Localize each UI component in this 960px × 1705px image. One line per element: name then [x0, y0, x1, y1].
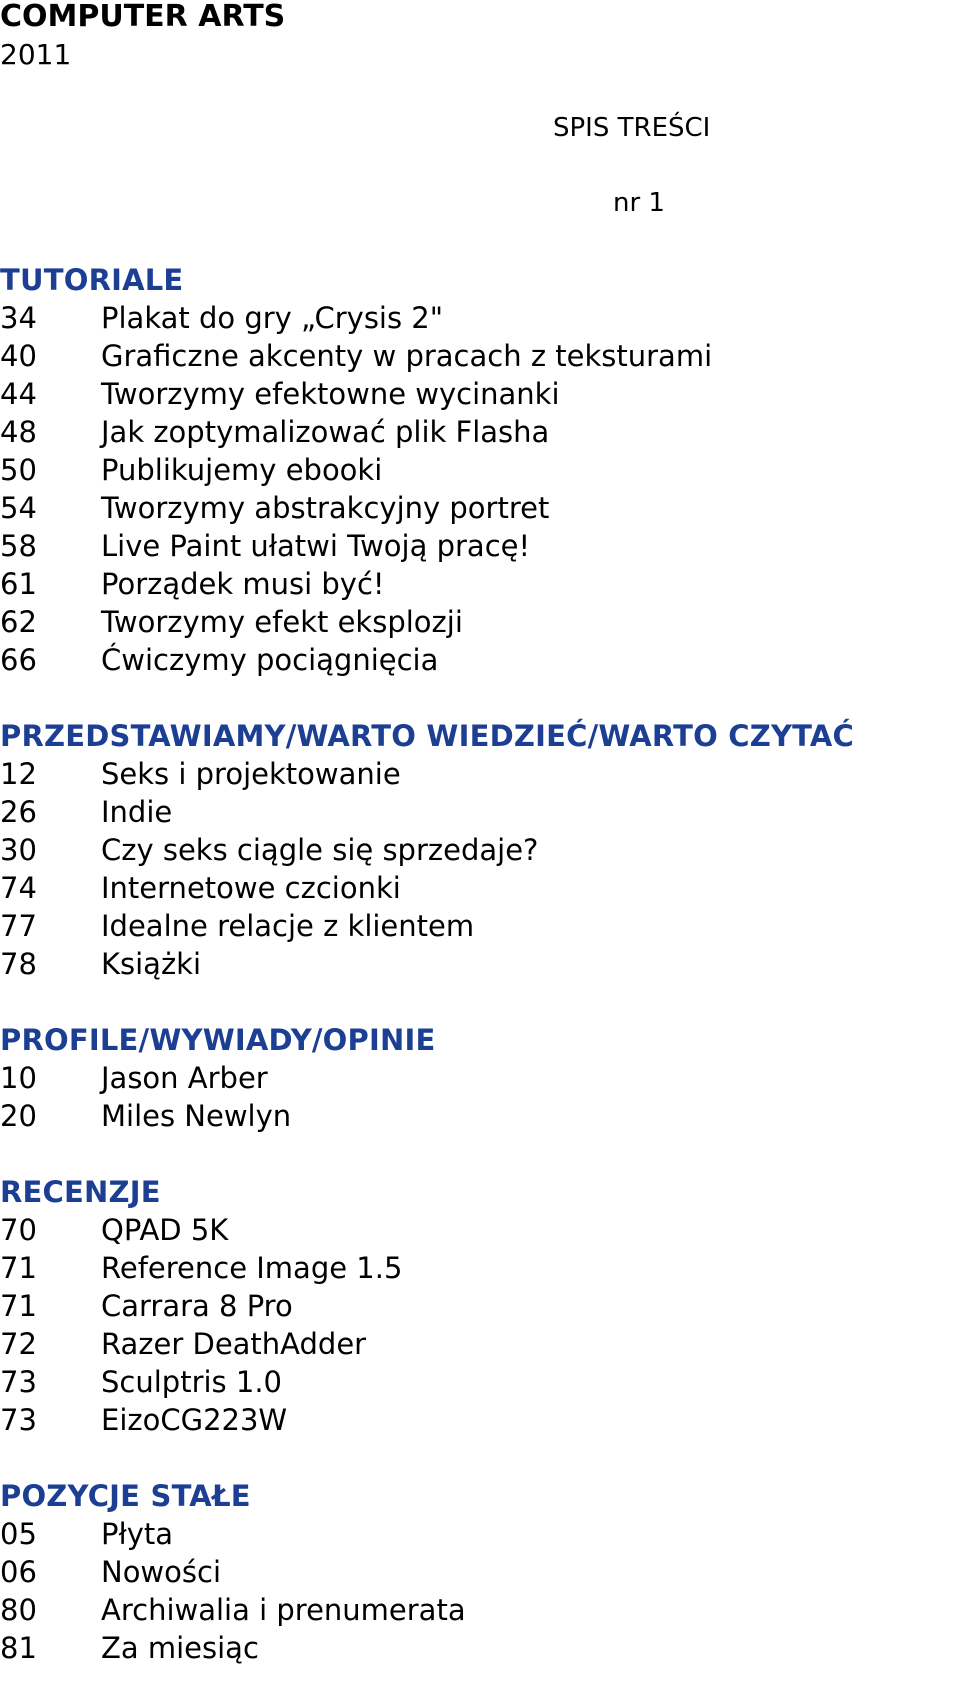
page-number: 61	[0, 567, 37, 601]
toc-entry	[0, 1515, 960, 1553]
toc-entry	[0, 793, 960, 831]
page-number: 73	[0, 1403, 37, 1437]
section-features	[0, 717, 960, 983]
article-title: Płyta	[101, 1517, 174, 1551]
section-profiles	[0, 1021, 960, 1135]
issue-year: 2011	[0, 38, 72, 71]
section-title: POZYCJE STAŁE	[0, 1479, 251, 1513]
article-title: Tworzymy efekt eksplozji	[101, 605, 463, 639]
toc-entry	[0, 1591, 960, 1629]
page-number: 77	[0, 909, 37, 943]
article-title: Ćwiczymy pociągnięcia	[101, 643, 439, 677]
article-title: Książki	[101, 947, 202, 981]
article-title: QPAD 5K	[101, 1213, 229, 1247]
page-number: 30	[0, 833, 37, 867]
issue-number: nr 1	[613, 188, 665, 218]
article-title: Jason Arber	[101, 1061, 268, 1095]
page-number: 26	[0, 795, 37, 829]
article-title: Graficzne akcenty w pracach z teksturami	[101, 339, 713, 373]
toc-entry	[0, 299, 960, 337]
toc-entry	[0, 755, 960, 793]
section-reviews	[0, 1173, 960, 1439]
page-number: 54	[0, 491, 37, 525]
toc-entry	[0, 413, 960, 451]
article-title: Carrara 8 Pro	[101, 1289, 293, 1323]
page-number: 05	[0, 1517, 37, 1551]
toc-entry	[0, 1059, 960, 1097]
section-title: TUTORIALE	[0, 263, 184, 297]
article-title: Live Paint ułatwi Twoją pracę!	[101, 529, 531, 563]
article-title: Plakat do gry „Crysis 2"	[101, 301, 444, 335]
page-number: 48	[0, 415, 37, 449]
page-number: 66	[0, 643, 37, 677]
article-title: Jak zoptymalizować plik Flasha	[101, 415, 550, 449]
page-number: 74	[0, 871, 37, 905]
page-number: 70	[0, 1213, 37, 1247]
article-title: Czy seks ciągle się sprzedaje?	[101, 833, 539, 867]
toc-entry	[0, 565, 960, 603]
article-title: Publikujemy ebooki	[101, 453, 383, 487]
toc-entry	[0, 603, 960, 641]
toc-entry	[0, 1401, 960, 1439]
article-title: Sculptris 1.0	[101, 1365, 282, 1399]
toc-entry	[0, 1629, 960, 1667]
page-number: 81	[0, 1631, 37, 1665]
toc-entry	[0, 641, 960, 679]
page-number: 71	[0, 1251, 37, 1285]
article-title: Tworzymy abstrakcyjny portret	[101, 491, 550, 525]
article-title: Seks i projektowanie	[101, 757, 401, 791]
toc-entry	[0, 907, 960, 945]
page-number: 80	[0, 1593, 37, 1627]
article-title: Internetowe czcionki	[101, 871, 401, 905]
toc-entry	[0, 1553, 960, 1591]
toc-entry	[0, 1325, 960, 1363]
page-number: 73	[0, 1365, 37, 1399]
page-number: 06	[0, 1555, 37, 1589]
page-number: 50	[0, 453, 37, 487]
article-title: Razer DeathAdder	[101, 1327, 367, 1361]
page-number: 58	[0, 529, 37, 563]
toc-entry	[0, 337, 960, 375]
table-of-contents	[0, 261, 960, 1705]
toc-entry	[0, 945, 960, 983]
toc-entry	[0, 869, 960, 907]
article-title: Idealne relacje z klientem	[101, 909, 475, 943]
toc-entry	[0, 451, 960, 489]
section-title: RECENZJE	[0, 1175, 161, 1209]
article-title: Miles Newlyn	[101, 1099, 292, 1133]
article-title: EizoCG223W	[101, 1403, 288, 1437]
toc-entry	[0, 831, 960, 869]
toc-entry	[0, 1211, 960, 1249]
section-title: PROFILE/WYWIADY/OPINIE	[0, 1023, 436, 1057]
page-number: 71	[0, 1289, 37, 1323]
article-title: Za miesiąc	[101, 1631, 259, 1665]
page-number: 78	[0, 947, 37, 981]
article-title: Archiwalia i prenumerata	[101, 1593, 466, 1627]
toc-entry	[0, 1363, 960, 1401]
toc-entry	[0, 527, 960, 565]
section-title: PRZEDSTAWIAMY/WARTO WIEDZIEĆ/WARTO CZYTAĆ	[0, 719, 855, 753]
page-number: 20	[0, 1099, 37, 1133]
toc-entry	[0, 1287, 960, 1325]
toc-entry	[0, 1249, 960, 1287]
article-title: Indie	[101, 795, 173, 829]
toc-entry	[0, 375, 960, 413]
toc-entry	[0, 489, 960, 527]
page-number: 62	[0, 605, 37, 639]
page-number: 34	[0, 301, 37, 335]
section-tutorials	[0, 261, 960, 679]
toc-entry	[0, 1097, 960, 1135]
magazine-title: COMPUTER ARTS	[0, 0, 286, 34]
page-number: 44	[0, 377, 37, 411]
page-number: 10	[0, 1061, 37, 1095]
page-number: 12	[0, 757, 37, 791]
article-title: Tworzymy efektowne wycinanki	[101, 377, 560, 411]
table-of-contents-heading: SPIS TREŚCI	[553, 113, 711, 143]
section-regular	[0, 1477, 960, 1667]
article-title: Nowości	[101, 1555, 222, 1589]
article-title: Reference Image 1.5	[101, 1251, 403, 1285]
page-number: 40	[0, 339, 37, 373]
article-title: Porządek musi być!	[101, 567, 385, 601]
page-number: 72	[0, 1327, 37, 1361]
